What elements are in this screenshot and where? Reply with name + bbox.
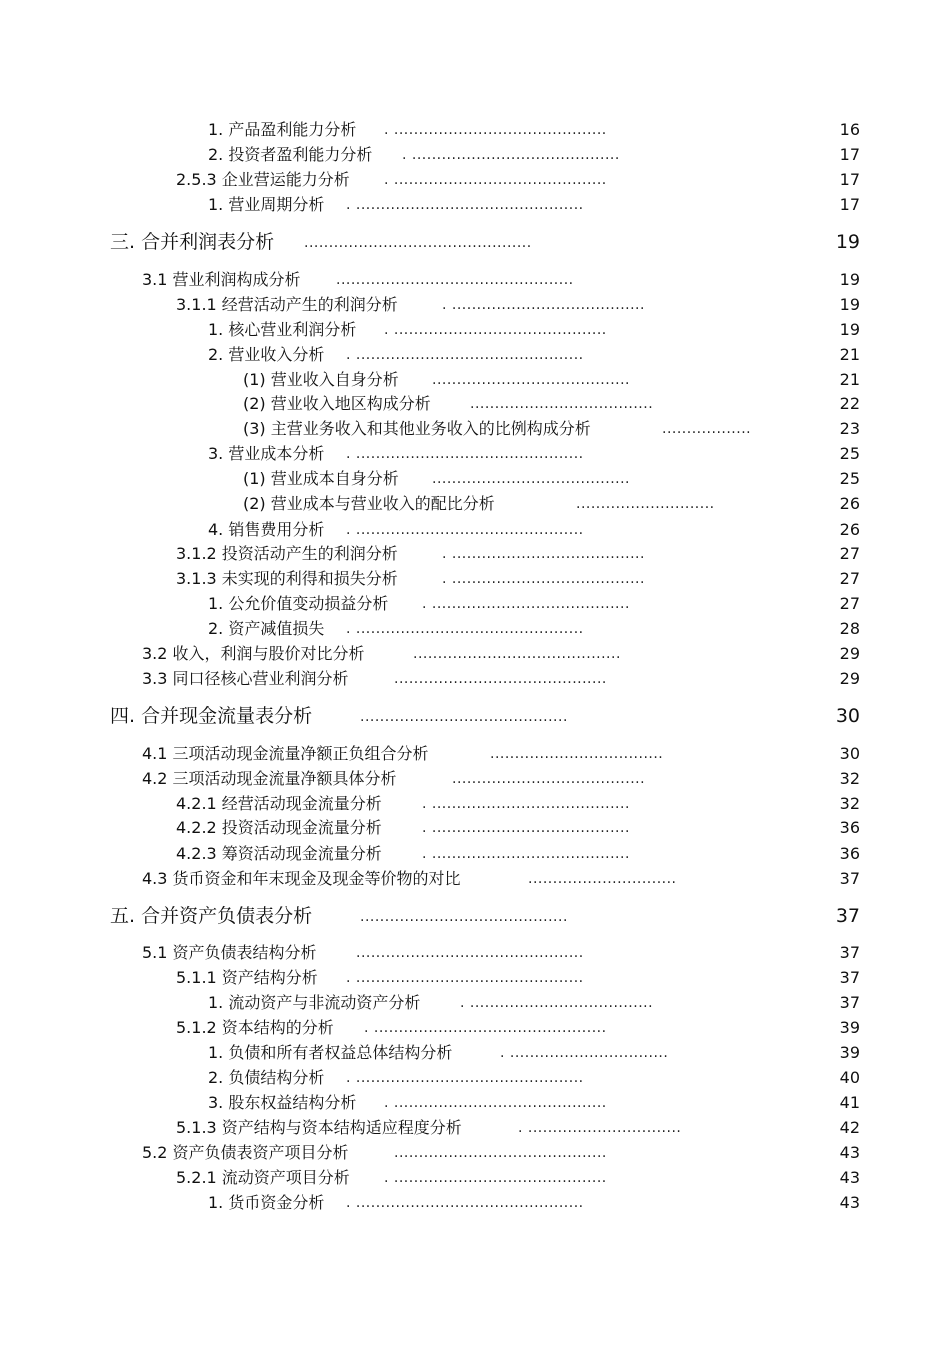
toc-leader-dots: ....................................... [452, 771, 646, 787]
toc-leader-dots: ........................................... [394, 1145, 607, 1161]
toc-leader-dots: . ........................................... [384, 122, 607, 138]
toc-page-number: 37 [839, 869, 860, 888]
toc-entry-label[interactable]: 1. 营业周期分析 [208, 195, 325, 214]
toc-leader-dots: . ..................................... [460, 995, 654, 1011]
toc-entry-label[interactable]: 4.2.2 投资活动现金流量分析 [176, 818, 382, 837]
toc-entry-label[interactable]: 4.1 三项活动现金流量净额正负组合分析 [142, 744, 429, 763]
toc-page-number: 25 [839, 444, 860, 463]
toc-leader-dots: . .............................................. [346, 197, 584, 213]
toc-leader-dots: ..................................... [470, 396, 654, 412]
toc-entry-label[interactable]: 2.5.3 企业营运能力分析 [176, 170, 350, 189]
toc-page-number: 37 [839, 993, 860, 1012]
toc-page-number: 36 [839, 818, 860, 837]
toc-page-number: 43 [839, 1193, 860, 1212]
toc-leader-dots: . ....................................... [442, 297, 645, 313]
toc-leader-dots: ............................ [576, 496, 715, 512]
toc-leader-dots: .................. [662, 421, 752, 437]
toc-leader-dots: ........................................... [394, 671, 607, 687]
toc-page-number: 22 [839, 394, 860, 413]
toc-leader-dots: . .............................................. [346, 1070, 584, 1086]
toc-leader-dots: ................................... [490, 746, 664, 762]
toc-leader-dots: . .............................................. [346, 621, 584, 637]
toc-leader-dots: . ........................................ [422, 820, 630, 836]
toc-entry-label[interactable]: 3. 营业成本分析 [208, 444, 325, 463]
toc-chapter-label[interactable]: 四. 合并现金流量表分析 [110, 705, 313, 727]
toc-entry-label[interactable]: 3.2 收入，利润与股价对比分析 [142, 644, 365, 663]
toc-leader-dots: .............................................. [356, 945, 584, 961]
toc-entry-label[interactable]: 4.3 货币资金和年末现金及现金等价物的对比 [142, 869, 461, 888]
toc-leader-dots: .......................................... [360, 909, 568, 925]
toc-page-number: 19 [835, 231, 860, 253]
toc-entry-label[interactable]: 4.2.3 筹资活动现金流量分析 [176, 844, 382, 863]
toc-page-number: 37 [839, 943, 860, 962]
toc-leader-dots: .......................................... [413, 646, 621, 662]
toc-page-number: 41 [839, 1093, 860, 1112]
toc-page-number: 27 [839, 569, 860, 588]
toc-entry-label[interactable]: (1) 营业成本自身分析 [243, 469, 399, 488]
toc-leader-dots: . .............................................. [346, 1195, 584, 1211]
toc-page-number: 37 [839, 968, 860, 987]
toc-page-number: 21 [839, 345, 860, 364]
toc-entry-label[interactable]: 1. 核心营业利润分析 [208, 320, 357, 339]
toc-entry-label[interactable]: 5.1.3 资产结构与资本结构适应程度分析 [176, 1118, 462, 1137]
toc-entry-label[interactable]: 3.3 同口径核心营业利润分析 [142, 669, 349, 688]
toc-leader-dots: . .......................................... [402, 147, 620, 163]
toc-page-number: 32 [839, 794, 860, 813]
toc-leader-dots: . ........................................... [384, 172, 607, 188]
toc-page-number: 40 [839, 1068, 860, 1087]
toc-entry-label[interactable]: 4.2 三项活动现金流量净额具体分析 [142, 769, 397, 788]
toc-page-number: 17 [839, 195, 860, 214]
toc-entry-label[interactable]: 3.1.1 经营活动产生的利润分析 [176, 295, 398, 314]
toc-page-number: 42 [839, 1118, 860, 1137]
toc-page-number: 29 [839, 644, 860, 663]
toc-entry-label[interactable]: 2. 投资者盈利能力分析 [208, 145, 373, 164]
toc-leader-dots: . ........................................... [384, 1095, 607, 1111]
toc-leader-dots: . ....................................... [442, 571, 645, 587]
toc-page-number: 26 [839, 520, 860, 539]
toc-entry-label[interactable]: 3.1 营业利润构成分析 [142, 270, 301, 289]
toc-entry-label[interactable]: 1. 公允价值变动损益分析 [208, 594, 389, 613]
toc-leader-dots: ........................................ [432, 372, 631, 388]
toc-entry-label[interactable]: 5.1.2 资本结构的分析 [176, 1018, 334, 1037]
toc-entry-label[interactable]: 3. 股东权益结构分析 [208, 1093, 357, 1112]
toc-leader-dots: . ........................................ [422, 846, 630, 862]
toc-entry-label[interactable]: 2. 资产减值损失 [208, 619, 325, 638]
toc-entry-label[interactable]: (2) 营业收入地区构成分析 [243, 394, 431, 413]
toc-page-number: 19 [839, 270, 860, 289]
toc-leader-dots: . .............................................. [346, 347, 584, 363]
toc-leader-dots: . ............................... [518, 1120, 682, 1136]
toc-entry-label[interactable]: 3.1.2 投资活动产生的利润分析 [176, 544, 398, 563]
toc-page-number: 43 [839, 1168, 860, 1187]
toc-entry-label[interactable]: (2) 营业成本与营业收入的配比分析 [243, 494, 495, 513]
toc-chapter-label[interactable]: 三. 合并利润表分析 [110, 231, 275, 253]
toc-page-number: 26 [839, 494, 860, 513]
toc-leader-dots: . ........................................... [384, 322, 607, 338]
toc-entry-label[interactable]: 2. 营业收入分析 [208, 345, 325, 364]
toc-page-number: 32 [839, 769, 860, 788]
toc-entry-label[interactable]: 5.1.1 资产结构分析 [176, 968, 318, 987]
toc-leader-dots: . .............................................. [346, 970, 584, 986]
toc-leader-dots: . .............................................. [346, 522, 584, 538]
toc-page-number: 43 [839, 1143, 860, 1162]
toc-leader-dots: ........................................ [432, 471, 631, 487]
toc-chapter-label[interactable]: 五. 合并资产负债表分析 [110, 905, 313, 927]
toc-leader-dots: ................................................ [336, 272, 574, 288]
toc-leader-dots: . ........................................ [422, 596, 630, 612]
toc-leader-dots: . ....................................... [442, 546, 645, 562]
toc-page-number: 17 [839, 170, 860, 189]
toc-entry-label[interactable]: 3.1.3 未实现的利得和损失分析 [176, 569, 398, 588]
toc-entry-label[interactable]: 1. 货币资金分析 [208, 1193, 325, 1212]
toc-page-number: 21 [839, 370, 860, 389]
toc-page-number: 39 [839, 1018, 860, 1037]
toc-page-number: 28 [839, 619, 860, 638]
toc-page-number: 16 [839, 120, 860, 139]
toc-page-number: 19 [839, 320, 860, 339]
toc-leader-dots: .............................. [528, 871, 677, 887]
toc-entry-label[interactable]: 4. 销售费用分析 [208, 520, 325, 539]
toc-leader-dots: .............................................. [304, 235, 532, 251]
toc-leader-dots: .......................................... [360, 709, 568, 725]
toc-page-number: 27 [839, 594, 860, 613]
toc-entry-label[interactable]: (1) 营业收入自身分析 [243, 370, 399, 389]
toc-entry-label[interactable]: 4.2.1 经营活动现金流量分析 [176, 794, 382, 813]
toc-entry-label[interactable]: 1. 流动资产与非流动资产分析 [208, 993, 421, 1012]
toc-page-number: 23 [839, 419, 860, 438]
toc-page-number: 37 [835, 905, 860, 927]
toc-entry-label[interactable]: 5.2.1 流动资产项目分析 [176, 1168, 350, 1187]
toc-entry-label[interactable]: 5.1 资产负债表结构分析 [142, 943, 317, 962]
toc-leader-dots: . ........................................... [384, 1170, 607, 1186]
toc-page-number: 39 [839, 1043, 860, 1062]
toc-page-number: 25 [839, 469, 860, 488]
toc-entry-label[interactable]: 1. 负债和所有者权益总体结构分析 [208, 1043, 453, 1062]
toc-entry-label[interactable]: 5.2 资产负债表资产项目分析 [142, 1143, 349, 1162]
toc-leader-dots: . ........................................ [422, 796, 630, 812]
toc-entry-label[interactable]: (3) 主营业务收入和其他业务收入的比例构成分析 [243, 419, 591, 438]
toc-page-number: 29 [839, 669, 860, 688]
toc-page-number: 36 [839, 844, 860, 863]
toc-leader-dots: . ............................................... [364, 1020, 607, 1036]
toc-entry-label[interactable]: 2. 负债结构分析 [208, 1068, 325, 1087]
toc-leader-dots: . .............................................. [346, 446, 584, 462]
toc-page-number: 19 [839, 295, 860, 314]
toc-leader-dots: . ................................ [500, 1045, 669, 1061]
toc-page-number: 30 [839, 744, 860, 763]
toc-entry-label[interactable]: 1. 产品盈利能力分析 [208, 120, 357, 139]
toc-page-number: 30 [835, 705, 860, 727]
toc-page-number: 17 [839, 145, 860, 164]
toc-page-number: 27 [839, 544, 860, 563]
